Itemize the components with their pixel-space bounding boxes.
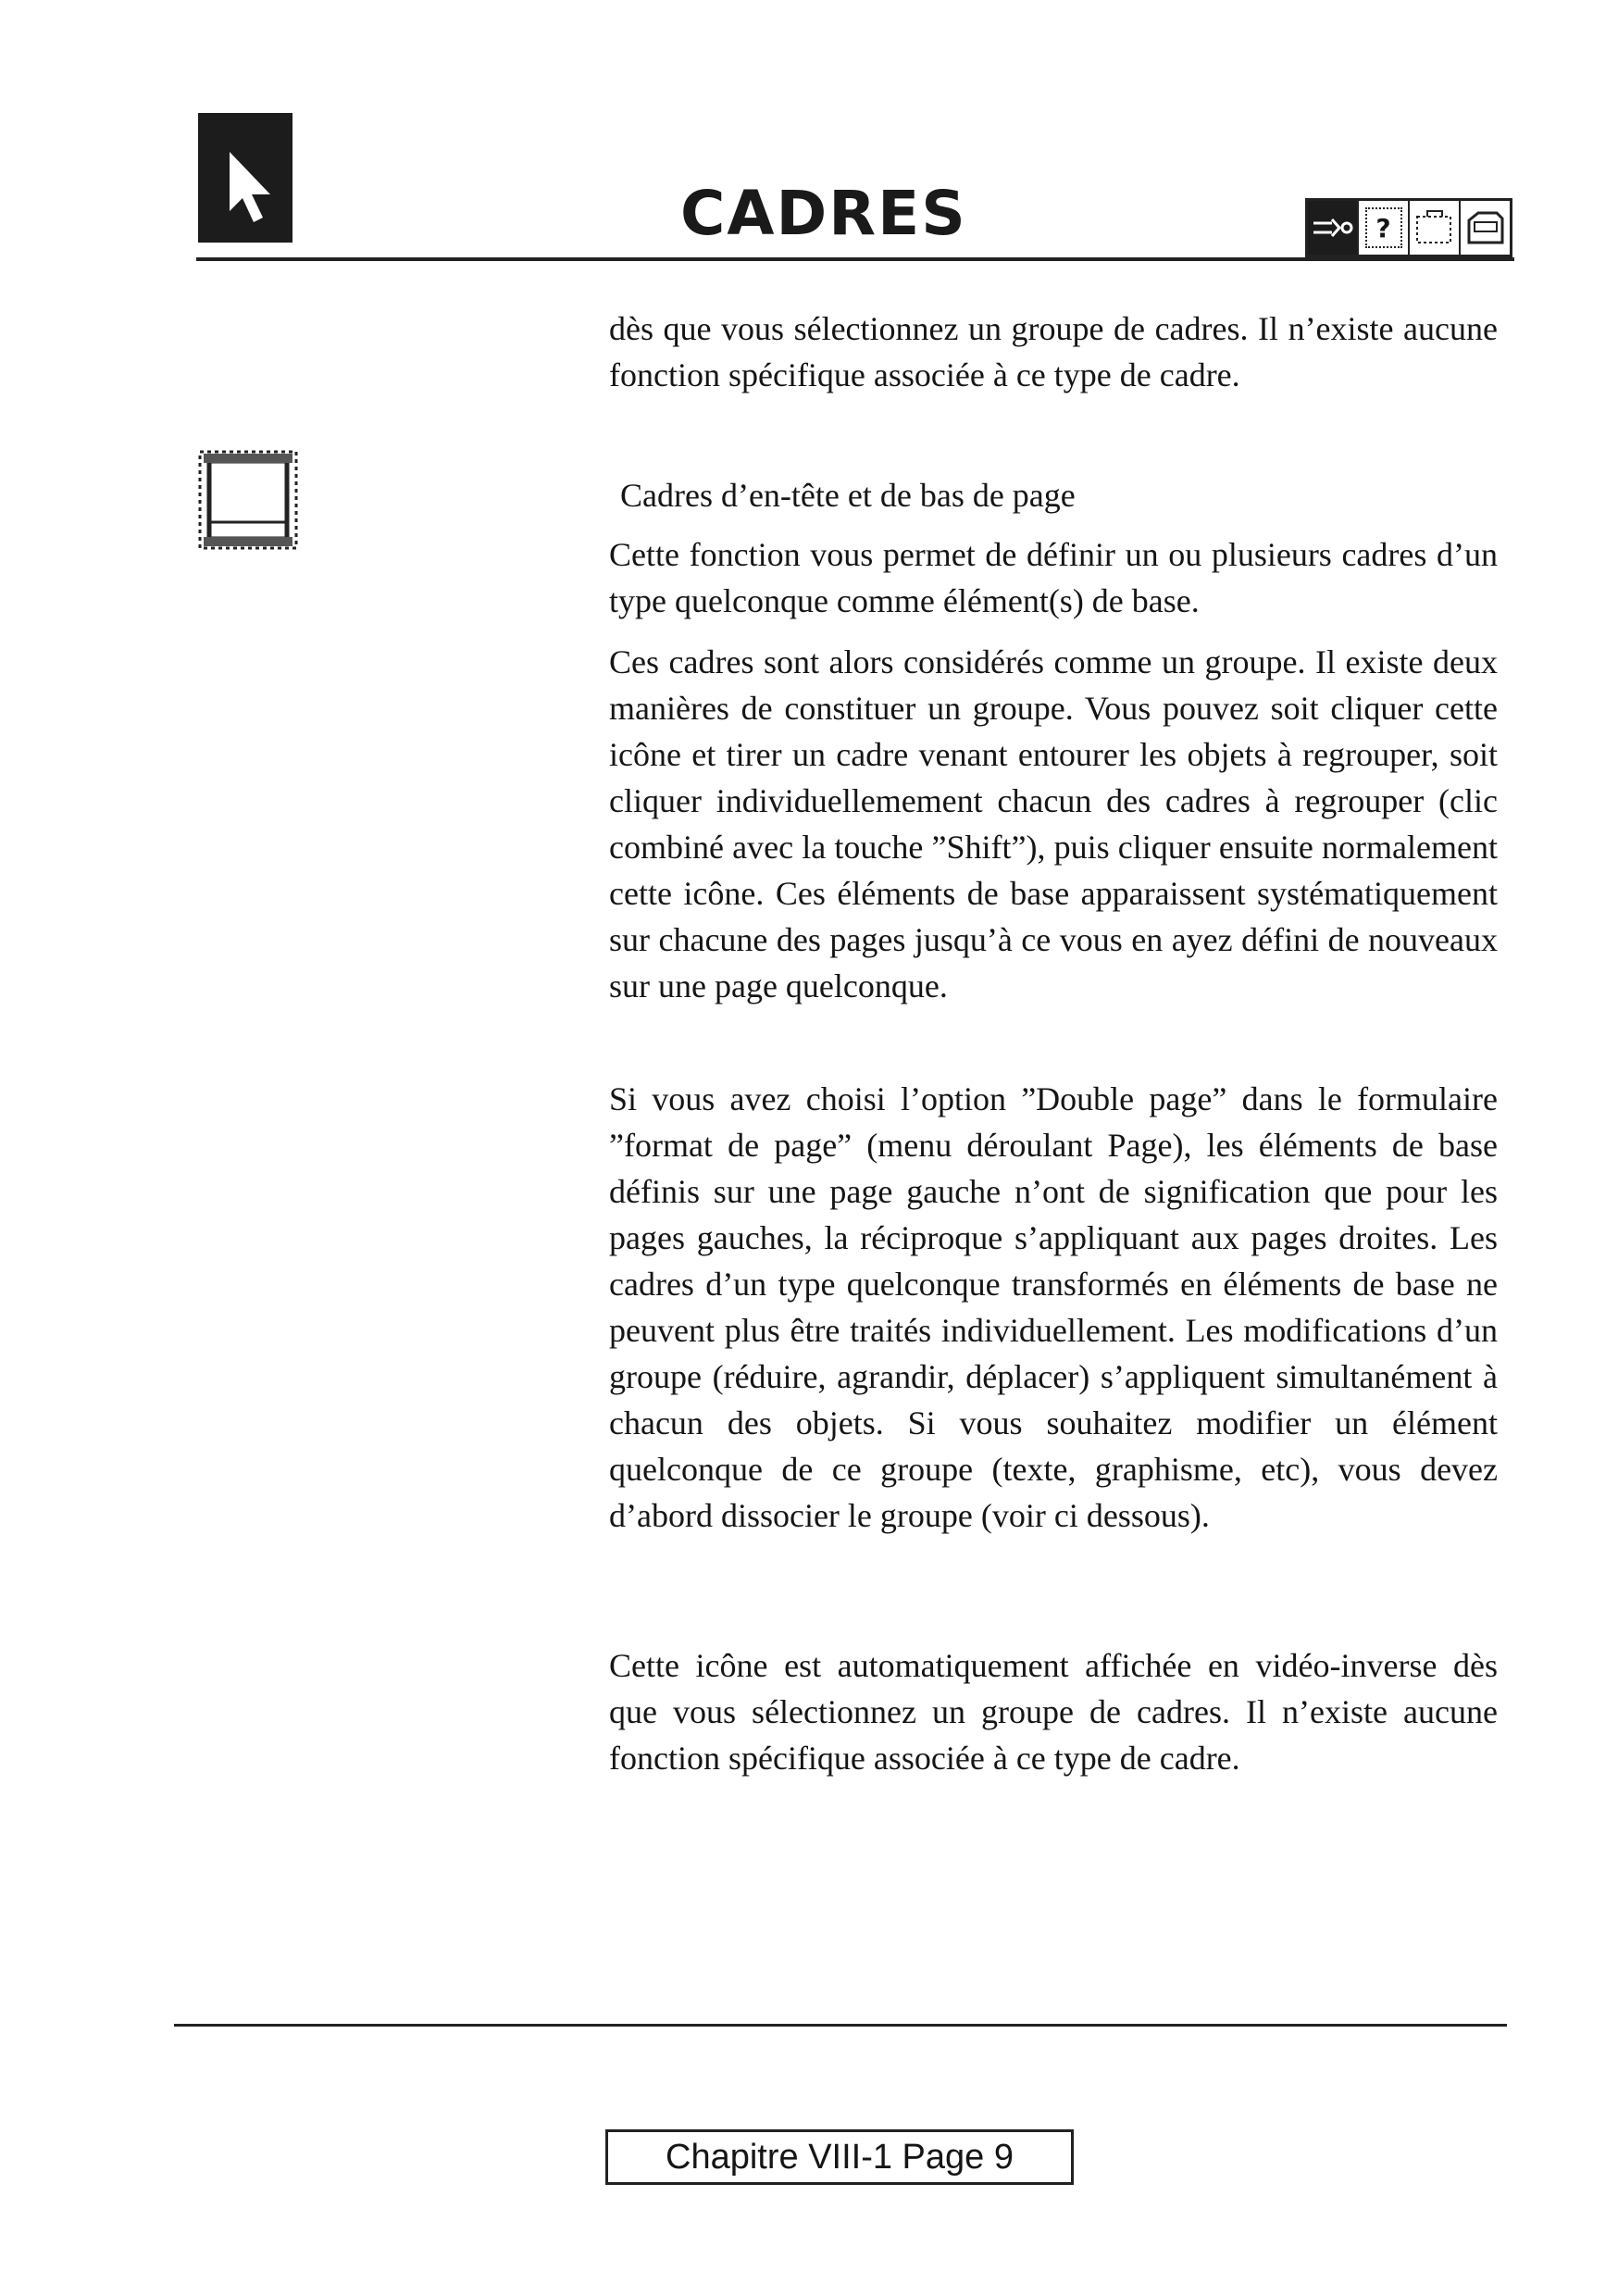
dotted-frame-icon[interactable] bbox=[1410, 201, 1461, 255]
section-heading: Cadres d’en-tête et de bas de page bbox=[620, 477, 1076, 514]
folder-icon[interactable] bbox=[1461, 201, 1510, 255]
paragraph bbox=[609, 531, 1498, 624]
header-footer-frame-icon[interactable] bbox=[196, 448, 300, 552]
paragraph-text: Cette fonction vous permet de définir un ou plusieurs cadres d’un type quelconque comme élément(s) de base. bbox=[609, 536, 1498, 619]
header-rule bbox=[196, 257, 1514, 261]
help-icon[interactable] bbox=[1359, 201, 1410, 255]
footer-rule bbox=[174, 2024, 1507, 2027]
paragraph-text: Ces cadres sont alors considérés comme un groupe. Il existe deux manières de constituer un groupe. Vous pouvez soit cliquer cette icône et tirer un cadre venant entourer les objets à regrouper, soit cliquer individuellemement chacun des cadres à regrouper (clic combiné avec la touche ”Shift”), puis cliquer ensuite normalement cette icône. Ces éléments de base apparaissent systématiquement sur chacune des pages jusqu’à ce vous en ayez défini de nouveaux sur une page quelconque. bbox=[609, 643, 1498, 1004]
paragraph-text: dès que vous sélectionnez un groupe de cadres. Il n’existe aucune fonction spécifique associée à ce type de cadre. bbox=[609, 310, 1498, 393]
paragraph bbox=[609, 1076, 1498, 1539]
intro-paragraph bbox=[609, 306, 1498, 398]
link-icon[interactable] bbox=[1308, 201, 1359, 255]
paragraph-text: Cette icône est automatiquement affichée en vidéo-inverse dès que vous sélectionnez un groupe de cadres. Il n’existe aucune fonction spécifique associée à ce type de cadre. bbox=[609, 1647, 1498, 1777]
help-glyph: ? bbox=[1365, 207, 1402, 248]
paragraph bbox=[609, 1642, 1498, 1781]
arrow-pointer-icon bbox=[198, 113, 292, 243]
paragraph bbox=[609, 639, 1498, 1009]
toolbar bbox=[1305, 198, 1512, 257]
page-number-label: Chapitre VIII-1 Page 9 bbox=[605, 2129, 1074, 2185]
paragraph-text: Si vous avez choisi l’option ”Double page” dans le formulaire ”format de page” (menu déroulant Page), les éléments de base définis sur une page gauche n’ont de signification que pour les pages gauches, la réciproque s’appliquant aux pages droites. Les cadres d’un type quelconque transformés en éléments de base ne peuvent plus être traités individuellement. Les modifications d’un groupe (réduire, agrandir, déplacer) s’appliquent simultanément à chacun des objets. Si vous souhaitez modifier un élément quelconque de ce groupe (texte, graphisme, etc), vous devez d’abord dissocier le groupe (voir ci dessous). bbox=[609, 1080, 1498, 1534]
page-title: CADRES bbox=[680, 178, 967, 249]
